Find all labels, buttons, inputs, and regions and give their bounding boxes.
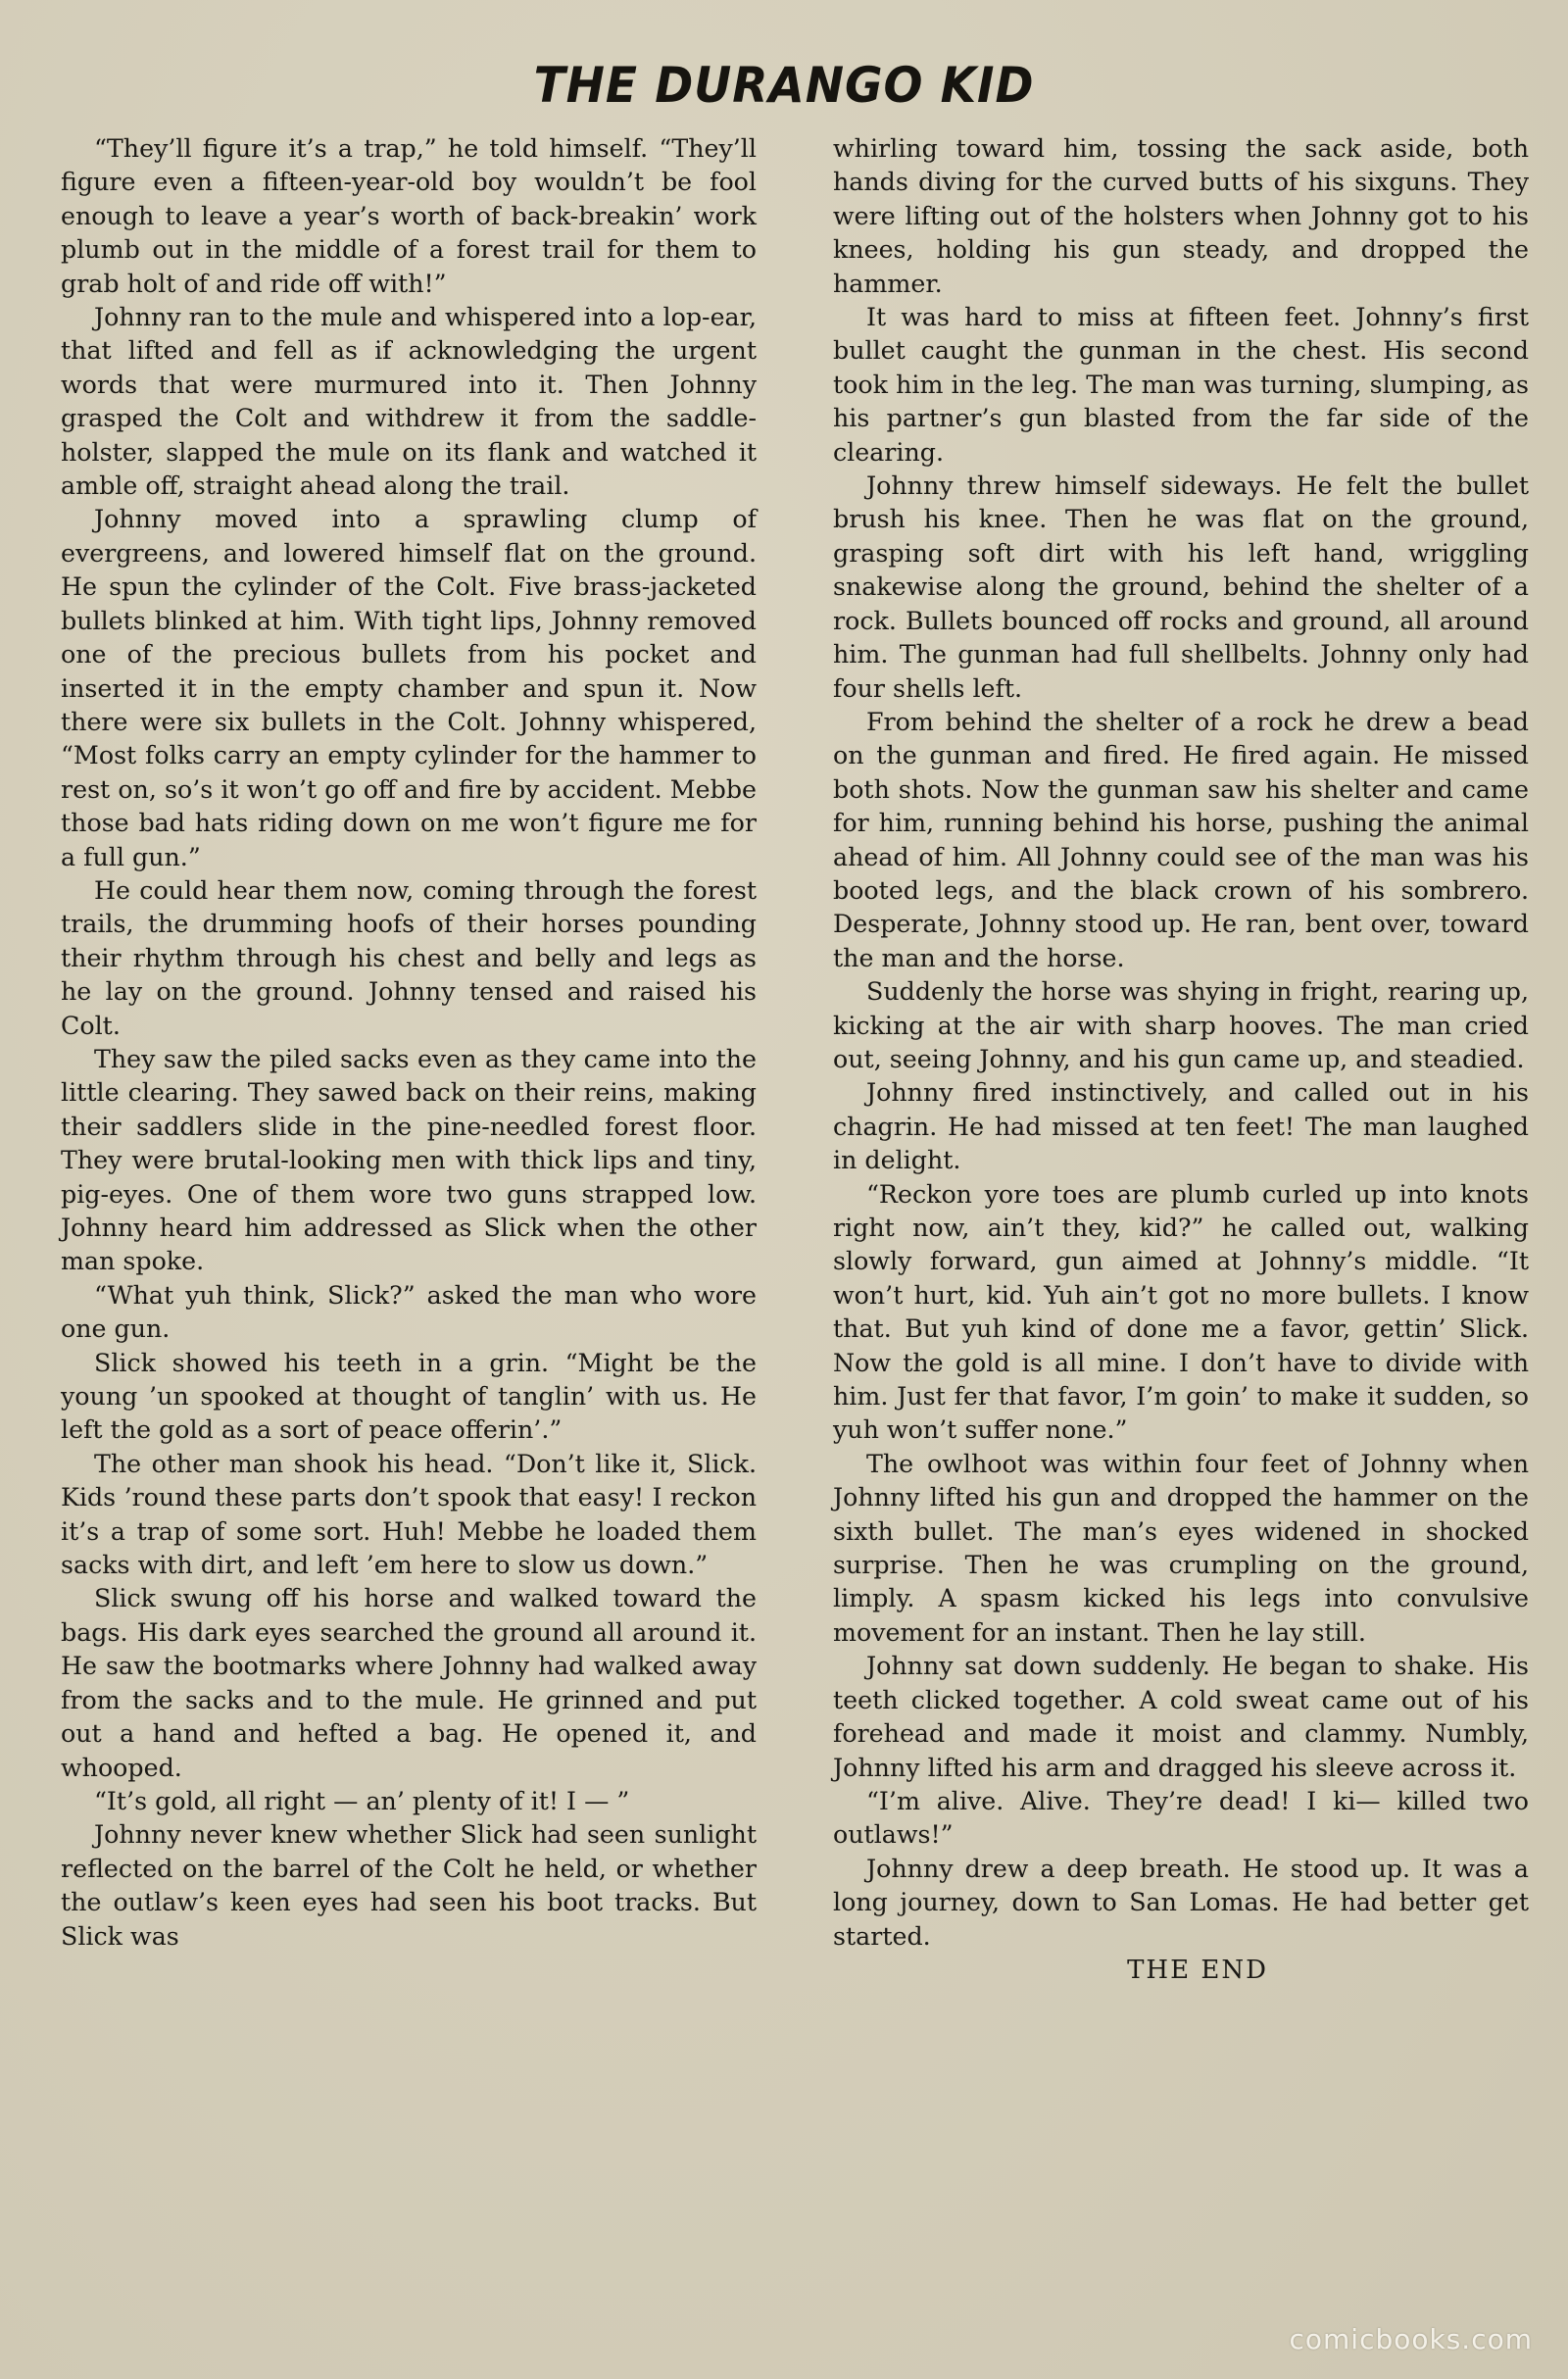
paragraph: “I’m alive. Alive. They’re dead! I ki— killed two outlaws!” xyxy=(833,1786,1529,1850)
page-title: THE DURANGO KID xyxy=(533,57,1035,114)
paragraph: Johnny moved into a sprawling clump of evergreens, and lowered himself flat on the ground. He spun the cylinder of the Colt. Five brass-jacketed bullets blinked at him. With tight lips, Johnny removed one of the precious bullets from his pocket and inserted it in the empty chamber and spun it. Now there were six bullets in the Colt. Johnny whispered, “Most folks carry an empty cylinder for the hammer to rest on, so’s it won’t go off and fire by accident. Mebbe those bad hats riding down on me won’t figure me for a full gun.” xyxy=(61,505,757,871)
paragraph: They saw the piled sacks even as they came into the little clearing. They sawed back on their reins, making their saddlers slide in the pine-needled forest floor. They were brutal-looking men with thick lips and tiny, pig-eyes. One of them wore two guns strapped low. Johnny heard him addressed as Slick when the other man spoke. xyxy=(61,1044,757,1276)
paragraph: The other man shook his head. “Don’t like it, Slick. Kids ’round these parts don’t spook that easy! I reckon it’s a trap of some sort. Huh! Mebbe he loaded them sacks with dirt, and left ’em here to slow us down.” xyxy=(61,1449,757,1580)
paragraph: “Reckon yore toes are plumb curled up into knots right now, ain’t they, kid?” he called out, walking slowly forward, gun aimed at Johnny’s middle. “It won’t hurt, kid. Yuh ain’t got no more bullets. I know that. But yuh kind of done me a favor, gettin’ Slick. Now the gold is all mine. I don’t have to divide with him. Just fer that favor, I’m goin’ to make it sudden, so yuh won’t suffer none.” xyxy=(833,1179,1529,1445)
paragraph: “What yuh think, Slick?” asked the man who wore one gun. xyxy=(61,1280,757,1344)
paragraph: Johnny sat down suddenly. He began to shake. His teeth clicked together. A cold sweat came out of his forehead and made it moist and clammy. Numbly, Johnny lifted his arm and dragged his sleeve across it. xyxy=(833,1652,1529,1782)
paragraph: The owlhoot was within four feet of Johnny when Johnny lifted his gun and dropped the hammer on the sixth bullet. The man’s eyes widened in shocked surprise. Then he was crumpling on the ground, limply. A spasm kicked his legs into convulsive movement for an instant. Then he lay still. xyxy=(833,1449,1529,1647)
paragraph: It was hard to miss at fifteen feet. Johnny’s first bullet caught the gunman in the chest. His second took him in the leg. The man was turning, slumping, as his partner’s gun blasted from the far side of the clearing. xyxy=(833,303,1529,467)
paragraph: Johnny ran to the mule and whispered into a lop-ear, that lifted and fell as if acknowledging the urgent words that were murmured into it. Then Johnny grasped the Colt and withdrew it from the saddleholster, slapped the mule on its flank and watched it amble off, straight ahead along the trail. xyxy=(61,303,757,501)
paragraph: Slick showed his teeth in a grin. “Might be the young ’un spooked at thought of tanglin’ with us. He left the gold as a sort of peace offerin’.” xyxy=(61,1348,757,1445)
the-end-label: THE END xyxy=(1127,1955,1268,1985)
paragraph: He could hear them now, coming through the forest trails, the drumming hoofs of their horses pounding their rhythm through his chest and belly and legs as he lay on the ground. Johnny tensed and raised his Colt. xyxy=(61,875,757,1040)
watermark: comicbooks.com xyxy=(1289,2323,1533,2355)
paragraph: “It’s gold, all right — an’ plenty of it! I — ” xyxy=(94,1786,630,1815)
left-column xyxy=(61,132,757,1954)
paragraph: Slick swung off his horse and walked toward the bags. His dark eyes searched the ground all around it. He saw the bootmarks where Johnny had walked away from the sacks and to the mule. He grinned and put out a hand and hefted a bag. He opened it, and whooped. xyxy=(61,1584,757,1782)
paragraph: “They’ll figure it’s a trap,” he told himself. “They’ll figure even a fifteen-year-old boy wouldn’t be fool enough to leave a year’s worth of back-breakin’ work plumb out in the middle of a forest trail for them to grab holt of and ride off with!” xyxy=(61,134,757,298)
paragraph: Johnny never knew whether Slick had seen sunlight reflected on the barrel of the Colt he held, or whether the outlaw’s keen eyes had seen his boot tracks. But Slick was xyxy=(61,1820,757,1951)
paragraph: Johnny drew a deep breath. He stood up. It was a long journey, down to San Lomas. He had better get started. xyxy=(833,1854,1529,1951)
paragraph: From behind the shelter of a rock he drew a bead on the gunman and fired. He fired again. He missed both shots. Now the gunman saw his shelter and came for him, running behind his horse, pushing the animal ahead of him. All Johnny could see of the man was his booted legs, and the black crown of his sombrero. Desperate, Johnny stood up. He ran, bent over, toward the man and the horse. xyxy=(833,707,1529,972)
paragraph: Suddenly the horse was shying in fright, rearing up, kicking at the air with sharp hooves. The man cried out, seeing Johnny, and his gun came up, and steadied. xyxy=(833,977,1529,1073)
right-column xyxy=(833,132,1529,1987)
continued-paragraph: whirling toward him, tossing the sack aside, both hands diving for the curved butts of his sixguns. They were lifting out of the holsters when Johnny got to his knees, holding his gun steady, and dropped the hammer. xyxy=(833,134,1529,298)
paragraph: Johnny threw himself sideways. He felt the bullet brush his knee. Then he was flat on the ground, grasping soft dirt with his left hand, wriggling snakewise along the ground, behind the shelter of a rock. Bullets bounced off rocks and ground, all around him. The gunman had full shellbelts. Johnny only had four shells left. xyxy=(833,471,1529,703)
paragraph: Johnny fired instinctively, and called out in his chagrin. He had missed at ten feet! The man laughed in delight. xyxy=(833,1078,1529,1175)
